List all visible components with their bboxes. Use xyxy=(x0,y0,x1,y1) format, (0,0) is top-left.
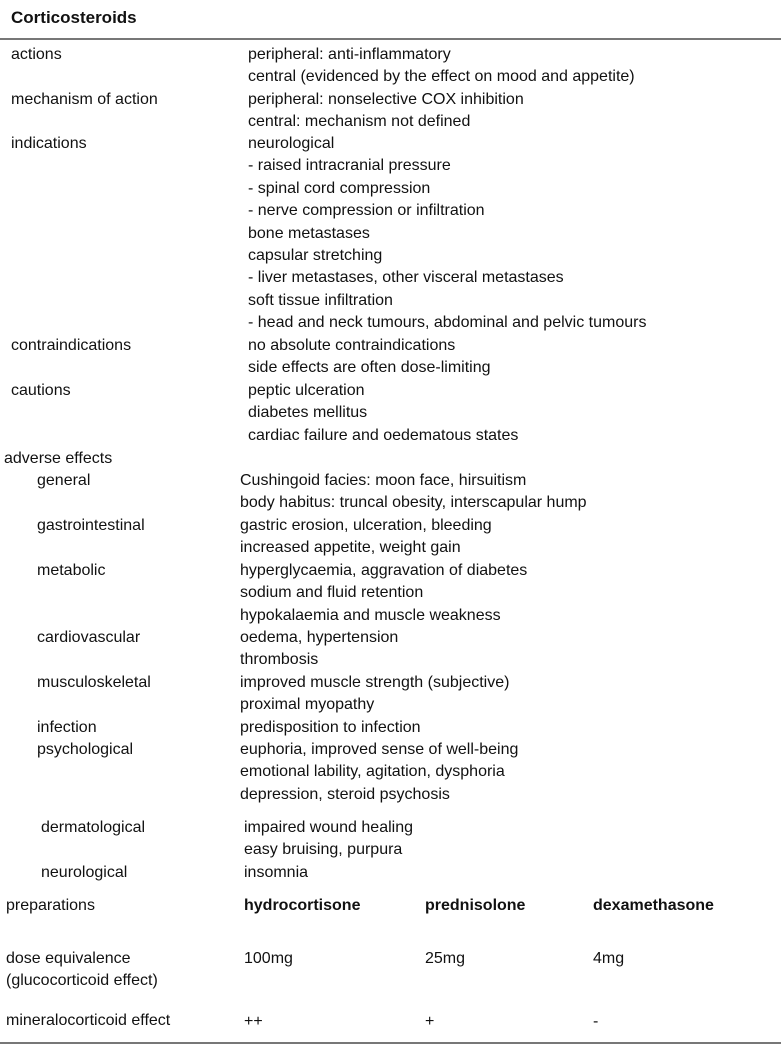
mineral-label: mineralocorticoid effect xyxy=(6,1012,171,1029)
row-value: bone metastases xyxy=(248,224,370,242)
row-value: cardiac failure and oedematous states xyxy=(248,426,519,444)
adverse-value: Cushingoid facies: moon face, hirsuitism xyxy=(240,472,527,489)
table-title: Corticosteroids xyxy=(11,8,137,27)
row-value: central (evidenced by the effect on mood and appetite) xyxy=(248,68,635,86)
adverse-value: proximal myopathy xyxy=(240,696,375,714)
adverse-value: gastric erosion, ulceration, bleeding xyxy=(240,517,492,534)
adverse-value: impaired wound healing xyxy=(244,819,413,836)
adverse-group-label: dermatological xyxy=(41,819,146,836)
adverse-value: body habitus: truncal obesity, interscapular hump xyxy=(240,494,587,512)
adverse-value: thrombosis xyxy=(240,651,319,669)
adverse-value: depression, steroid psychosis xyxy=(240,785,450,803)
mineral-value: ++ xyxy=(244,1013,263,1030)
row-label: actions xyxy=(11,46,62,63)
row-value: diabetes mellitus xyxy=(248,404,368,422)
adverse-group-label: psychological xyxy=(37,741,134,758)
mineral-value: - xyxy=(593,1013,599,1030)
adverse-value: hypokalaemia and muscle weakness xyxy=(240,606,501,624)
row-value: soft tissue infiltration xyxy=(248,291,393,309)
adverse-group-label: neurological xyxy=(41,864,128,881)
adverse-group-label: metabolic xyxy=(37,562,106,579)
adverse-group-label: cardiovascular xyxy=(37,629,141,646)
row-value: neurological xyxy=(248,135,335,152)
mineral-value: + xyxy=(425,1013,435,1030)
adverse-value: improved muscle strength (subjective) xyxy=(240,674,510,691)
adverse-value: emotional lability, agitation, dysphoria xyxy=(240,763,505,781)
adverse-value: increased appetite, weight gain xyxy=(240,539,461,557)
adverse-value: easy bruising, purpura xyxy=(244,841,403,859)
row-value: - raised intracranial pressure xyxy=(248,157,451,175)
row-label: indications xyxy=(11,135,87,152)
row-value: side effects are often dose-limiting xyxy=(248,359,491,377)
row-value: - nerve compression or infiltration xyxy=(248,202,485,220)
row-label: contraindications xyxy=(11,337,132,354)
preparations-label: preparations xyxy=(6,897,95,914)
row-value: peripheral: anti-inflammatory xyxy=(248,46,451,63)
adverse-value: sodium and fluid retention xyxy=(240,584,424,602)
section-label: adverse effects xyxy=(4,450,113,467)
adverse-value: predisposition to infection xyxy=(240,719,421,736)
dose-label-sub: (glucocorticoid effect) xyxy=(6,972,158,989)
row-label: cautions xyxy=(11,382,71,399)
row-value: peptic ulceration xyxy=(248,382,365,399)
adverse-value: euphoria, improved sense of well-being xyxy=(240,741,519,758)
adverse-group-label: musculoskeletal xyxy=(37,674,151,691)
adverse-group-label: infection xyxy=(37,719,97,736)
row-value: central: mechanism not defined xyxy=(248,113,471,131)
dose-value: 4mg xyxy=(593,950,625,967)
dose-value: 100mg xyxy=(244,950,293,967)
drug-name: hydrocortisone xyxy=(244,897,361,914)
row-value: - spinal cord compression xyxy=(248,179,431,197)
dose-label: dose equivalence xyxy=(6,950,131,967)
adverse-value: oedema, hypertension xyxy=(240,629,399,646)
row-value: no absolute contraindications xyxy=(248,337,456,354)
adverse-group-label: gastrointestinal xyxy=(37,517,145,534)
bottom-rule xyxy=(0,1042,781,1044)
adverse-value: hyperglycaemia, aggravation of diabetes xyxy=(240,562,528,579)
drug-name: dexamethasone xyxy=(593,897,714,914)
row-value: capsular stretching xyxy=(248,247,383,264)
row-value: - head and neck tumours, abdominal and pelvic tumours xyxy=(248,314,647,332)
dose-value: 25mg xyxy=(425,950,466,967)
adverse-group-label: general xyxy=(37,472,91,489)
top-rule xyxy=(0,38,781,40)
row-value: peripheral: nonselective COX inhibition xyxy=(248,91,524,108)
adverse-value: insomnia xyxy=(244,864,309,881)
row-label: mechanism of action xyxy=(11,91,158,108)
drug-name: prednisolone xyxy=(425,897,526,914)
row-value: - liver metastases, other visceral metastases xyxy=(248,269,564,287)
